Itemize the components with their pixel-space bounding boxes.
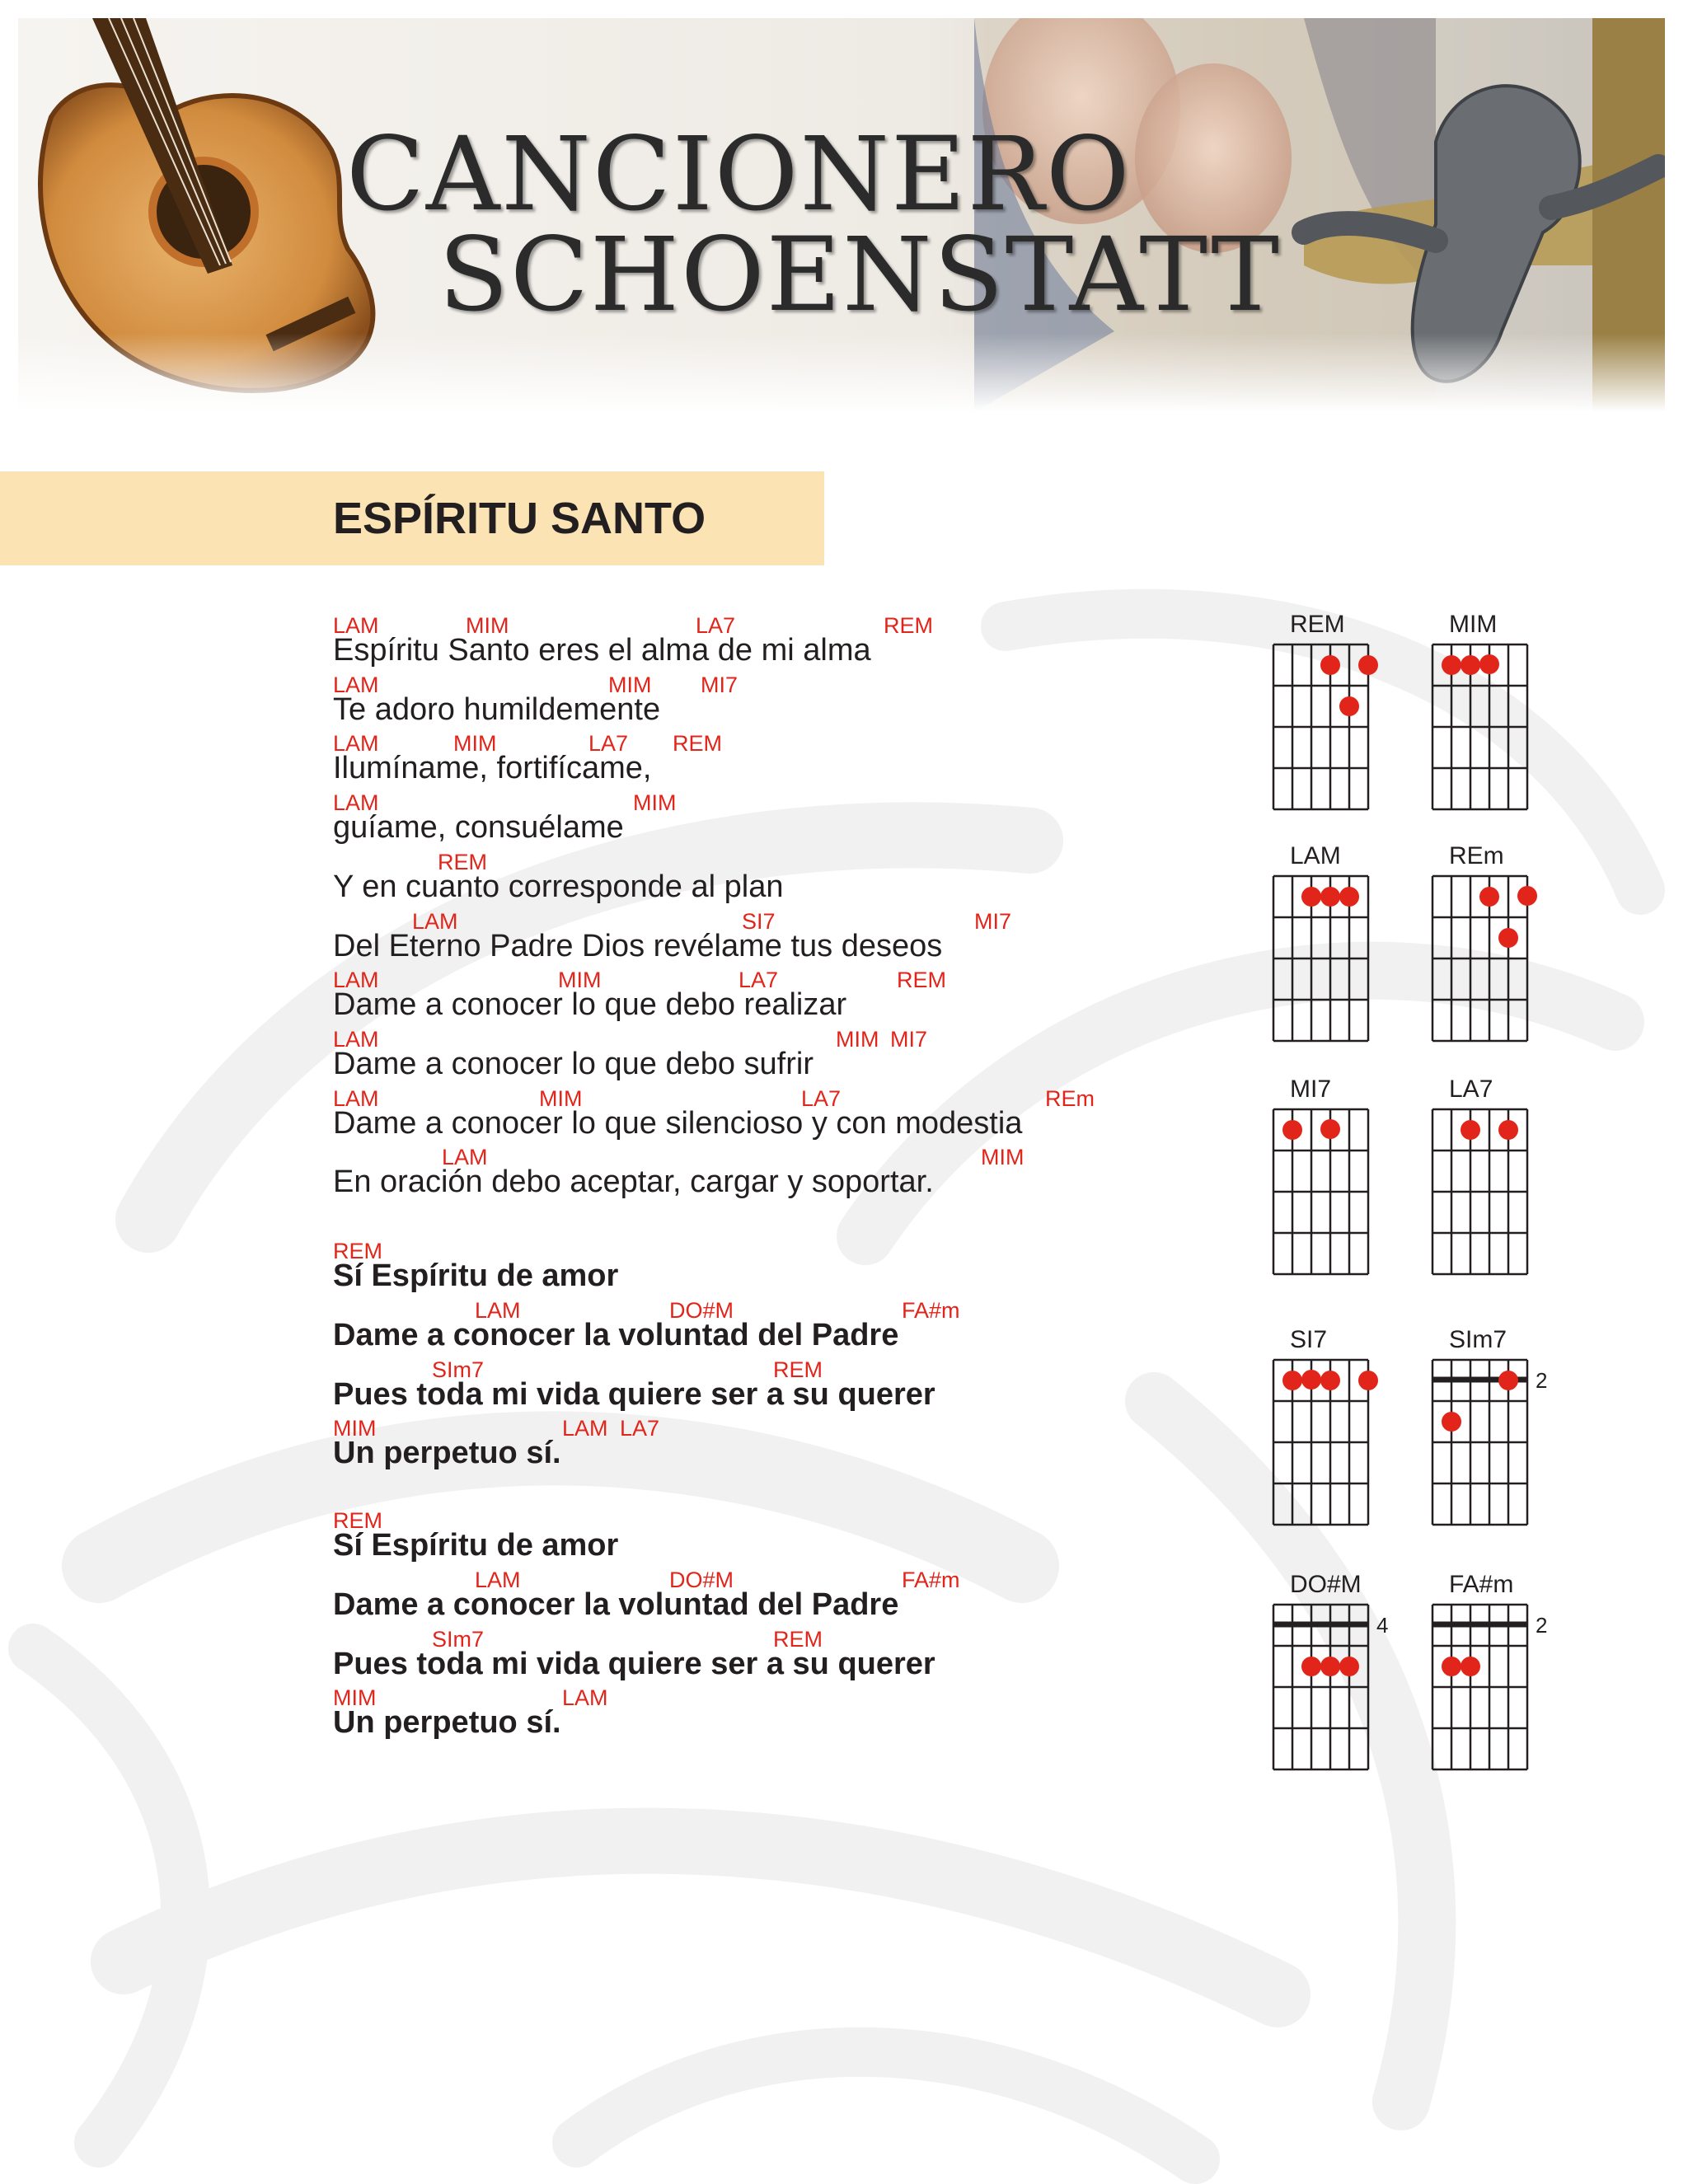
chord-diagram [1432,1326,1547,1525]
lyrics-line: Espíritu Santo eres el alma de mi alma [333,633,871,668]
chord-diagram-name: LAM [1290,842,1341,869]
lyrics-line: Pues toda mi vida quiere ser a su querer [333,1377,935,1412]
chord-finger-dot [1320,887,1340,907]
chord-label: LAM [562,1416,608,1441]
lyrics-line: Y en cuanto corresponde al plan [333,869,784,904]
chord-diagram [1273,1326,1378,1525]
chord-diagram-name: MI7 [1290,1076,1332,1103]
banner-title-line2: SCHOENSTATT [438,216,1281,335]
lyrics-line: Dame a conocer la voluntad del Padre [333,1587,899,1622]
chord-label: REM [773,1627,823,1652]
chord-fret-number: 4 [1376,1613,1389,1638]
chord-diagram [1432,842,1537,1041]
lyrics-line: Sí Espíritu de amor [333,1528,619,1563]
chord-fret-number: 2 [1536,1613,1548,1638]
chord-label: LA7 [620,1416,660,1441]
chord-diagram [1432,1076,1527,1274]
chord-diagram-name: SIm7 [1449,1326,1507,1353]
chord-finger-dot [1339,887,1359,907]
lyrics-line: Dame a conocer lo que debo realizar [333,987,847,1022]
chord-label: MI7 [974,909,1012,934]
chord-label: REM [673,731,722,756]
chord-label: DO#M [669,1298,734,1323]
lyrics-line: Del Eterno Padre Dios revélame tus deseos [333,929,943,963]
chord-label: REM [333,1508,382,1533]
chord-finger-dot [1498,928,1518,948]
chord-finger-dot [1498,1371,1518,1390]
chord-label: MIM [466,613,509,638]
chord-diagram [1273,1076,1368,1274]
chord-finger-dot [1461,1120,1480,1140]
chord-label: LAM [562,1685,608,1710]
chord-finger-dot [1442,1412,1461,1432]
chord-label: REM [438,850,487,874]
chord-diagram-name: DO#M [1290,1571,1362,1598]
chord-diagram-name: REM [1290,611,1345,638]
chord-label: MIM [608,673,652,697]
chord-label: MI7 [701,673,738,697]
chord-label: LAM [333,1086,379,1111]
chord-label: REM [333,1239,382,1263]
lyrics-line: Dame a conocer lo que debo sufrir [333,1047,814,1081]
chord-finger-dot [1320,655,1340,675]
chord-finger-dot [1301,887,1321,907]
chord-diagram [1273,1571,1388,1769]
chord-finger-dot [1479,887,1499,907]
chord-label: LA7 [801,1086,842,1111]
chord-label: LAM [333,790,379,815]
lyrics-line: Sí Espíritu de amor [333,1258,619,1293]
chord-label: LAM [333,1027,379,1052]
lyrics-line: Te adoro humildemente [333,692,661,727]
lyrics-line: Dame a conocer la voluntad del Padre [333,1318,899,1352]
chord-label: LAM [475,1298,521,1323]
chord-finger-dot [1442,655,1461,675]
chord-label: MIM [836,1027,879,1052]
chord-label: SI7 [742,909,776,934]
chord-finger-dot [1442,1657,1461,1676]
chord-label: LAM [412,909,458,934]
chord-label: LA7 [588,731,629,756]
chord-finger-dot [1320,1119,1340,1139]
banner-title-line1: CANCIONERO [346,115,1132,234]
chord-diagram-name: FA#m [1449,1571,1514,1598]
chord-label: REM [897,968,946,992]
lyrics-line: Un perpetuo sí. [333,1436,561,1470]
chord-label: MIM [539,1086,583,1111]
chord-finger-dot [1479,654,1499,674]
chord-label: LAM [333,613,379,638]
chord-label: REm [1045,1086,1095,1111]
chord-diagram [1273,842,1368,1041]
chord-label: SIm7 [432,1627,485,1652]
chord-label: FA#m [902,1568,960,1592]
chord-label: FA#m [902,1298,960,1323]
chord-diagram-name: SI7 [1290,1326,1328,1353]
chord-label: LAM [333,673,379,697]
lyrics-line: Ilumíname, fortifícame, [333,751,652,785]
chord-label: REM [884,613,933,638]
chord-label: MIM [558,968,602,992]
chord-label: DO#M [669,1568,734,1592]
chord-label: LAM [475,1568,521,1592]
chord-finger-dot [1358,655,1378,675]
chord-finger-dot [1320,1371,1340,1390]
chord-label: MIM [633,790,677,815]
chord-finger-dot [1339,696,1359,716]
chord-diagram-name: LA7 [1449,1076,1493,1103]
lyrics-line: Pues toda mi vida quiere ser a su querer [333,1647,935,1681]
chord-finger-dot [1358,1371,1378,1390]
chord-finger-dot [1461,1657,1480,1676]
lyrics-line: Dame a conocer lo que silencioso y con modestia [333,1106,1023,1141]
chord-diagram [1273,611,1378,809]
chord-finger-dot [1282,1120,1302,1140]
chord-diagram-name: MIM [1449,611,1498,638]
chord-finger-dot [1498,1120,1518,1140]
chord-finger-dot [1301,1657,1321,1676]
chord-finger-dot [1320,1657,1340,1676]
chord-diagram [1432,611,1527,809]
chord-label: LA7 [696,613,736,638]
chord-label: LA7 [738,968,779,992]
song-title: ESPÍRITU SANTO [333,494,706,543]
chord-label: SIm7 [432,1357,485,1382]
lyrics-line: En oración debo aceptar, cargar y soportar. [333,1165,934,1199]
chord-finger-dot [1517,886,1537,906]
chord-label: LAM [442,1145,488,1169]
chord-diagram [1432,1571,1547,1769]
chord-finger-dot [1301,1370,1321,1390]
chord-diagram-name: REm [1449,842,1504,869]
chord-fret-number: 2 [1536,1368,1548,1393]
chord-label: LAM [333,731,379,756]
chord-finger-dot [1339,1657,1359,1676]
chord-finger-dot [1461,655,1480,675]
chord-label: MIM [333,1685,377,1710]
lyrics-line: guíame, consuélame [333,810,624,845]
chord-label: MIM [333,1416,377,1441]
chord-label: REM [773,1357,823,1382]
chord-label: MIM [453,731,497,756]
chord-finger-dot [1282,1371,1302,1390]
chord-label: MI7 [890,1027,928,1052]
chord-label: MIM [981,1145,1025,1169]
lyrics-line: Un perpetuo sí. [333,1705,561,1740]
chord-label: LAM [333,968,379,992]
